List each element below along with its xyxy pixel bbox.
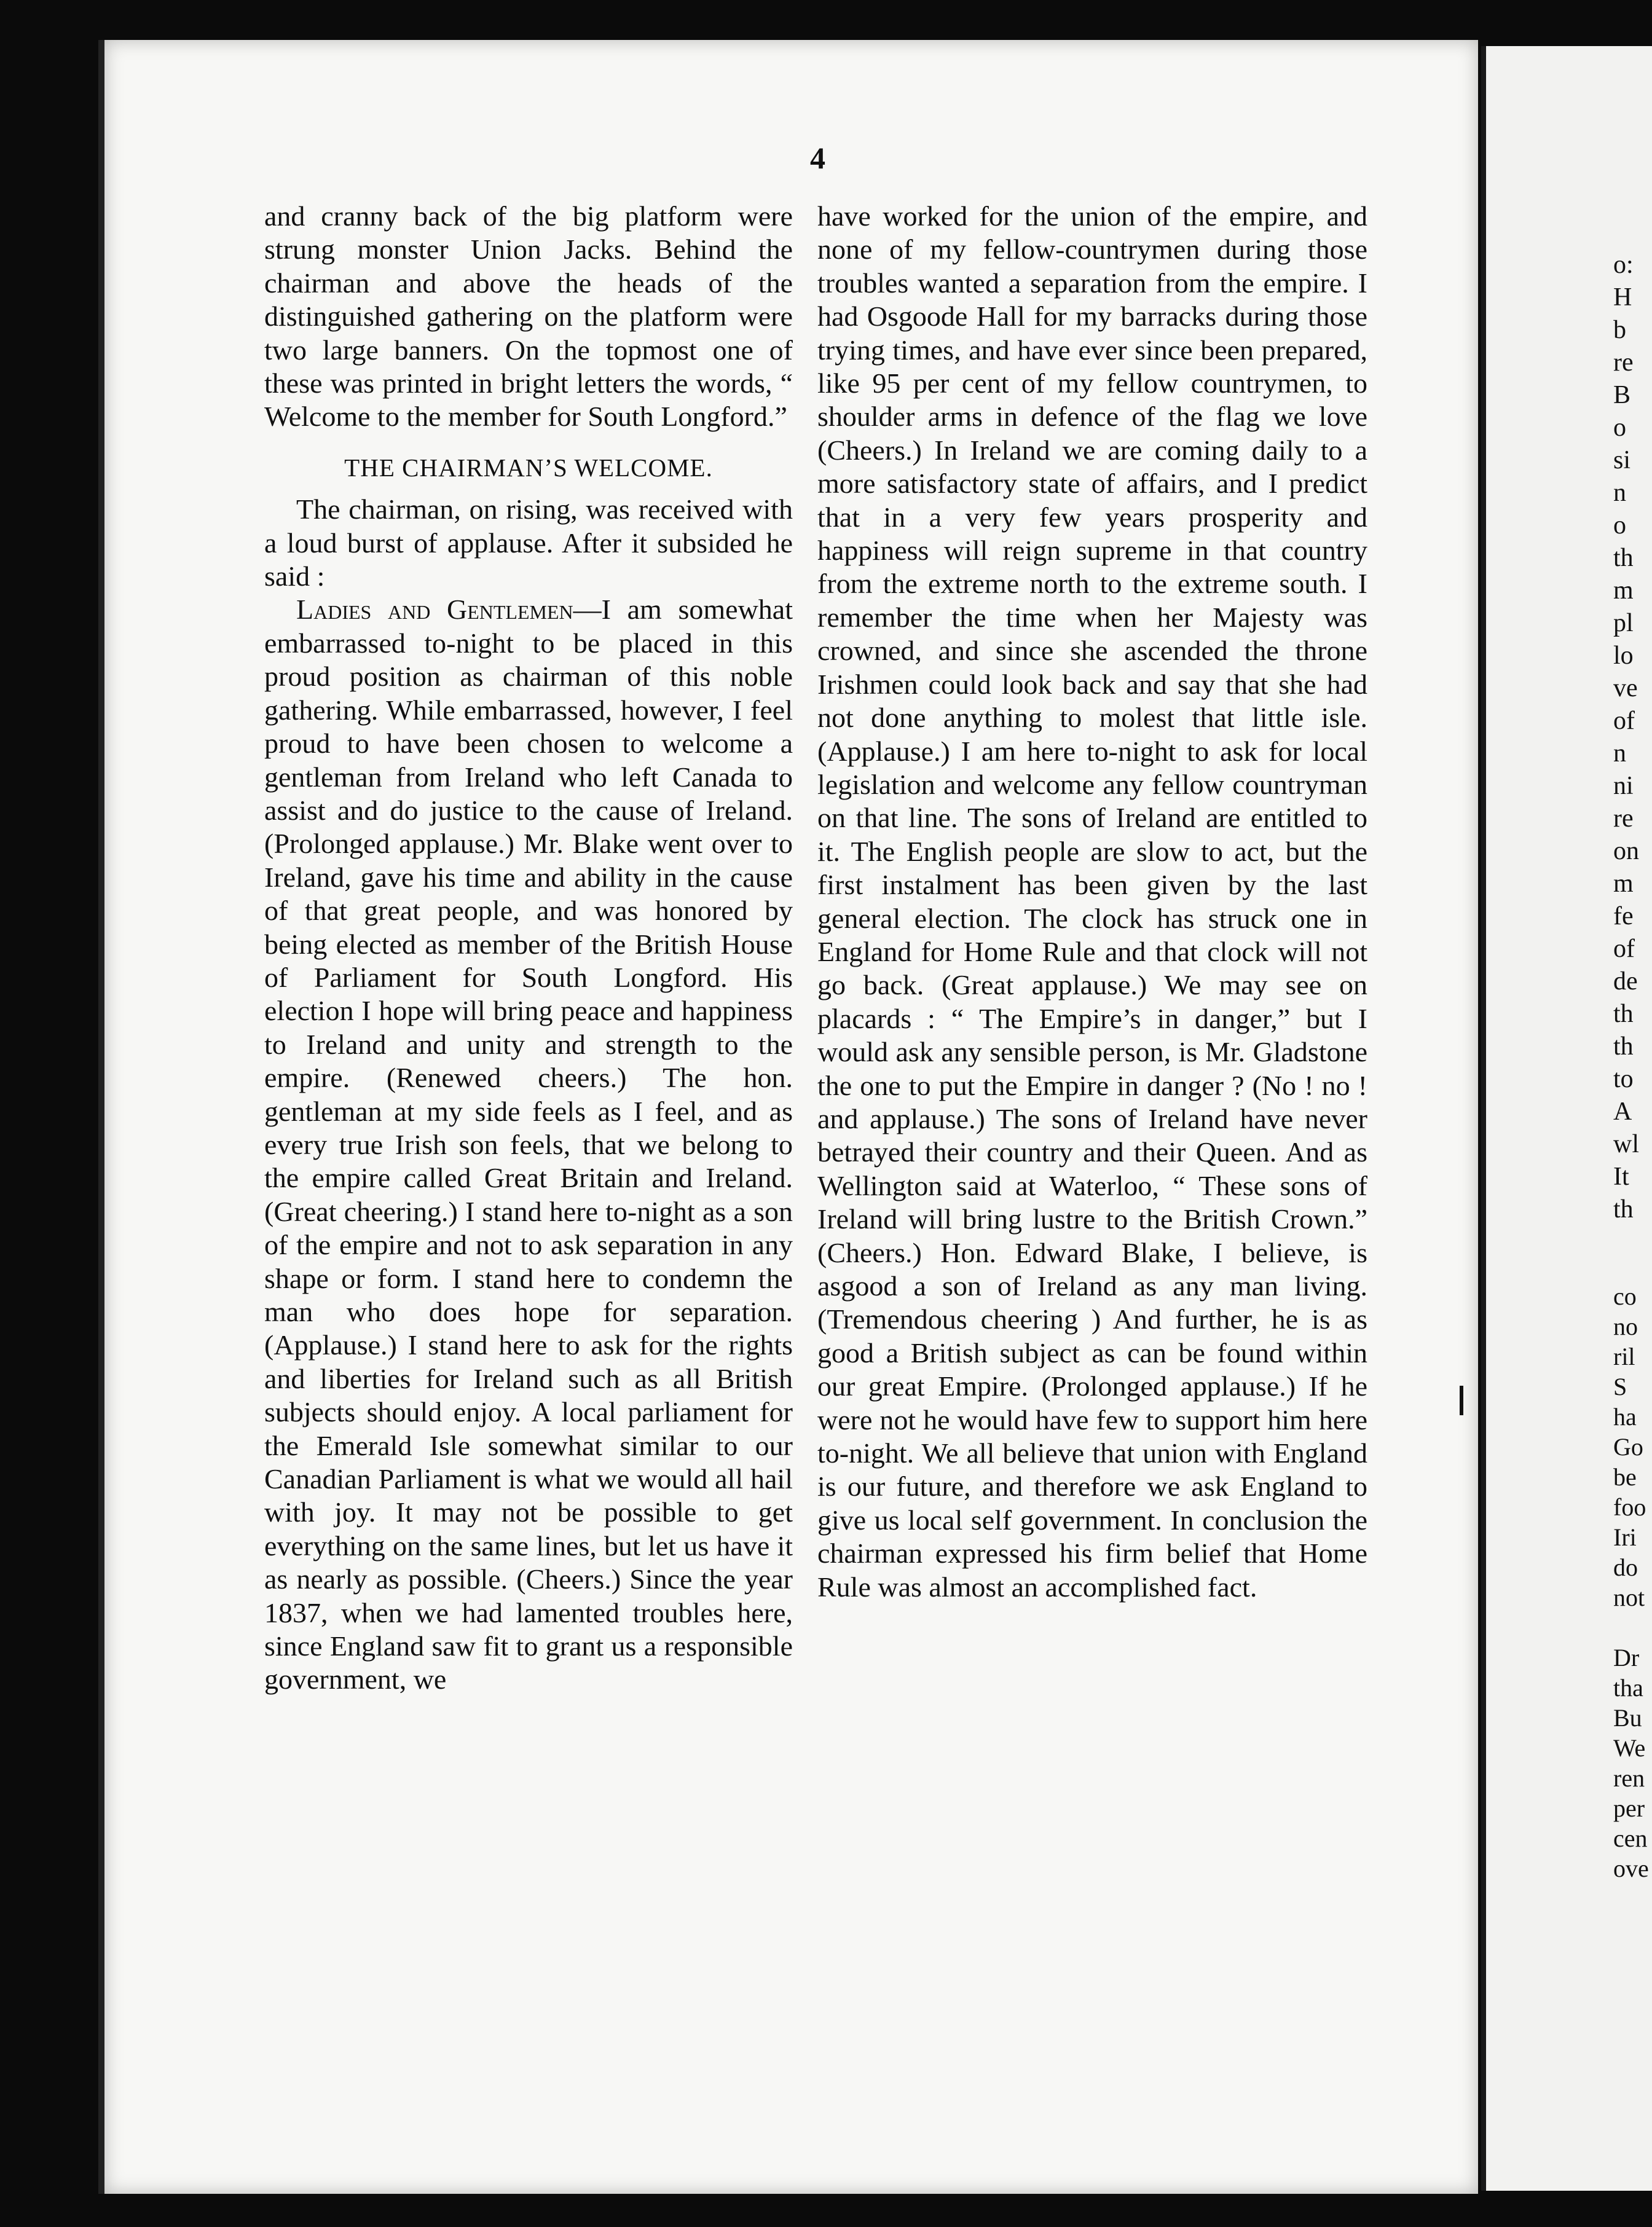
fragment-line: o xyxy=(1613,414,1626,442)
fragment-line: pl xyxy=(1613,609,1634,637)
next-page-fragments-bottom xyxy=(1613,1281,1650,1883)
fragment-line: of xyxy=(1613,935,1635,963)
scan-mark xyxy=(1460,1386,1463,1415)
section-heading: THE CHAIRMAN’S WELCOME. xyxy=(344,453,713,482)
left-column xyxy=(264,200,793,1697)
fragment-line: m xyxy=(1613,576,1634,605)
page-number: 4 xyxy=(810,141,825,175)
fragment-line: th xyxy=(1613,1195,1634,1223)
fragment-line: Dr xyxy=(1613,1644,1640,1671)
fragment-line: Iri xyxy=(1613,1523,1637,1551)
fragment-line: re xyxy=(1613,804,1634,833)
paragraph-body: —I am somewhat embarrassed to-night to be placed in this proud position as chairman of this noble gathering. While embarrassed, however, I feel proud to have been chosen to welcome a gentleman from Ireland who left Canada to assist and do justice to the cause of Ireland. (Prolonged applause.) Mr. Blake went over to Ireland, gave his time and ability in the cause of that great people, and was honored by being elected as member of the British House of Parliament for South Longford. His election I hope will bring peace and happiness to Ireland and unity and strength to the empire. (Renewed cheers.) The hon. gentleman at my side feels as I feel, and as every true Irish son feels, that we belong to the empire called Great Britain and Ireland. (Great cheering.) I stand here to-night as a son of the empire and not to ask separation in any shape or form. I stand here to condemn the man who does hope for separation. (Applause.) I stand here to ask for the rights and liberties for Ireland such as all British subjects should enjoy. A local parliament for the Emerald Isle somewhat similar to our Canadian Parliament is what we would all hail with joy. It may not be possible to get everything on the same lines, but let us have it as nearly as possible. (Cheers.) Since the year 1837, when we had lamented troubles here, since England saw fit to grant us a responsible government, we xyxy=(264,594,793,1695)
fragment-line: n xyxy=(1613,479,1626,507)
fragment-line: S xyxy=(1613,1373,1627,1400)
fragment-line: to xyxy=(1613,1065,1634,1093)
fragment-line: b xyxy=(1613,316,1626,344)
fragment-line: o: xyxy=(1613,251,1634,279)
fragment-line: Go xyxy=(1613,1433,1643,1461)
fragment-line: si xyxy=(1613,446,1631,474)
fragment-line: H xyxy=(1613,283,1632,312)
fragment-line: ha xyxy=(1613,1403,1637,1431)
fragment-line xyxy=(1613,1612,1650,1643)
fragment-line: th xyxy=(1613,1000,1634,1028)
fragment-line: cen xyxy=(1613,1824,1648,1852)
fragment-line: th xyxy=(1613,544,1634,572)
fragment-line: B xyxy=(1613,381,1631,409)
fragment-line: We xyxy=(1613,1734,1646,1762)
paragraph xyxy=(264,593,793,1696)
fragment-line: Bu xyxy=(1613,1704,1642,1732)
fragment-line: tha xyxy=(1613,1674,1643,1702)
fragment-line: ove xyxy=(1613,1855,1649,1882)
fragment-line: not xyxy=(1613,1584,1645,1611)
fragment-line: n xyxy=(1613,739,1626,768)
fragment-line: lo xyxy=(1613,642,1634,670)
fragment-line: per xyxy=(1613,1794,1645,1822)
paragraph: have worked for the union of the empire, and none of my fellow-countrymen during those troubles wanted a separation from the empire. I had Osgoode Hall for my barracks during those trying times, and have ever since been prepared, like 95 per cent of my fellow countrymen, to shoulder arms in defence of the flag we love (Cheers.) In Ireland we are coming daily to a more satisfactory state of affairs, and I predict that in a very few years prosperity and happiness will reign supreme in that country from the extreme north to the extreme south. I remember the time when her Majesty was crowned, and since she ascended the throne Irishmen could look back and say that she had not done anything to molest that little isle. (Applause.) I am here to-night to ask for local legislation and welcome any fellow countryman on that line. The sons of Ireland are entitled to it. The English people are slow to act, but the first instalment has been given by the last general election. The clock has struck one in England for Home Rule and that clock will not go back. (Great applause.) We may see on placards : “ The Empire’s in danger,” but I would ask any sensible person, is Mr. Gladstone the one to put the Empire in danger ? (No ! no ! and applause.) The sons of Ireland have never betrayed their country and their Queen. And as Wellington said at Waterloo, “ These sons of Ireland will bring lustre to the British Crown.” (Cheers.) Hon. Edward Blake, I believe, is asgood a son of Ireland as any man living. (Tremendous cheering ) And further, he is as good a British subject as can be found within our great Empire. (Prolonged applause.) If he were not he would have few to support him here to-night. We all believe that union with England is our future, and therefore we ask England to give us local self government. In conclusion the chairman expressed his firm belief that Home Rule was almost an accomplished fact. xyxy=(817,200,1367,1603)
fragment-line: th xyxy=(1613,1032,1634,1061)
fragment-line: m xyxy=(1613,870,1634,898)
next-page-fragments-top xyxy=(1613,249,1650,1226)
fragment-line: no xyxy=(1613,1313,1638,1340)
fragment-line: de xyxy=(1613,967,1638,996)
fragment-line: ren xyxy=(1613,1764,1645,1792)
fragment-line: foo xyxy=(1613,1493,1646,1521)
fragment-line: fe xyxy=(1613,902,1634,930)
fragment-line: co xyxy=(1613,1282,1637,1310)
fragment-line: ni xyxy=(1613,772,1634,800)
fragment-line: be xyxy=(1613,1463,1637,1491)
fragment-line: A xyxy=(1613,1098,1632,1126)
fragment-line: ve xyxy=(1613,674,1638,702)
fragment-line: do xyxy=(1613,1553,1638,1581)
fragment-line: of xyxy=(1613,707,1635,735)
fragment-line: ril xyxy=(1613,1343,1635,1370)
fragment-line: wl xyxy=(1613,1130,1639,1158)
paragraph: and cranny back of the big platform were strung monster Union Jacks. Behind the chairman and above the heads of the distinguished gathering on the platform were two large banners. On the topmost one of these was printed in bright letters the words, “ Welcome to the member for South Longford.” xyxy=(264,200,793,433)
fragment-line: It xyxy=(1613,1163,1629,1191)
paragraph: The chairman, on rising, was received with a loud burst of applause. After it subsided he said : xyxy=(264,493,793,592)
fragment-line: on xyxy=(1613,837,1639,865)
fragment-line: re xyxy=(1613,348,1634,377)
fragment-line: o xyxy=(1613,511,1626,540)
right-column xyxy=(817,200,1367,1604)
salutation: Ladies and Gentlemen xyxy=(296,594,573,626)
